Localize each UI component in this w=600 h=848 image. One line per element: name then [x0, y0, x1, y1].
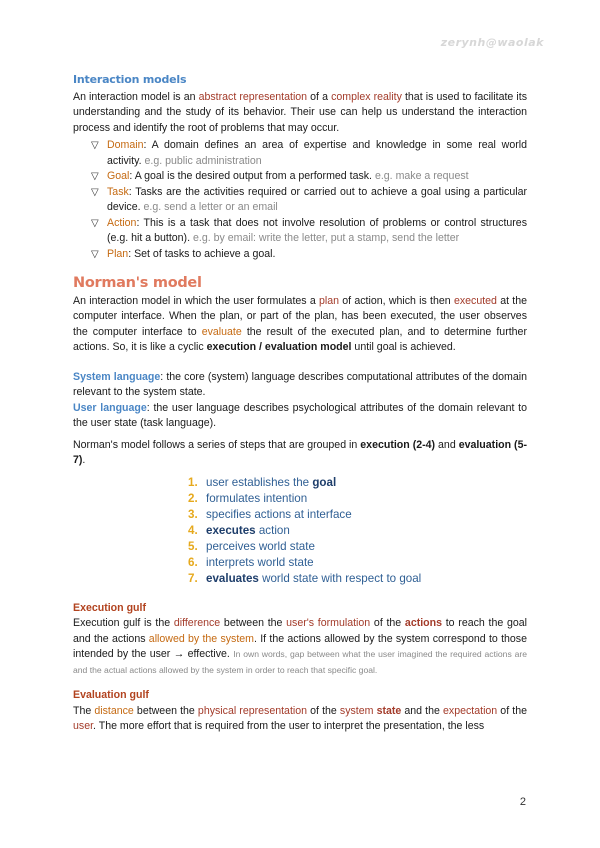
- triangle-bullet-icon: ▽: [91, 186, 99, 198]
- definition-item-action: ▽ Action: This is a task that does not involve resolution of problems or control structures (e.g. hit a button). e.g. by email: write the letter, put a stamp, send the letter: [91, 216, 527, 244]
- step-item: 1. user establishes the goal: [188, 475, 337, 489]
- definition-item-goal: ▽ Goal: A goal is the desired output from a performed task. e.g. make a request: [91, 169, 527, 185]
- interaction-models-intro: An interaction model is an abstract representation of a complex reality that is used to facilitate its understanding and the study of its behavior. Their use can help us understand the interaction process and identify the root of problems that may occur.: [73, 90, 527, 134]
- heading-execution-gulf: Execution gulf: [73, 601, 146, 614]
- execution-gulf-text: Execution gulf is the difference between the user's formulation of the actions to reach the goal and the actions allowed by the system. If the actions allowed by the system correspond to those intended by the user → effective. In own words, gap between what the user imagined the required actions are and the actual actions allowed by the system in order to reach that specific goal.: [73, 617, 527, 675]
- step-item: 7. evaluates world state with respect to goal: [188, 571, 422, 585]
- watermark: zerynh@waolak: [440, 36, 544, 49]
- norman-steps-intro: Norman's model follows a series of steps that are grouped in execution (2-4) and evaluation (5-7).: [73, 438, 527, 466]
- triangle-bullet-icon: ▽: [91, 217, 99, 229]
- definition-item-task: ▽ Task: Tasks are the activities required or carried out to achieve a goal using a particular device. e.g. send a letter or an email: [91, 185, 527, 213]
- system-language-definition: System language: the core (system) language describes computational attributes of the domain relevant to the system state.: [73, 370, 527, 398]
- heading-interaction-models: Interaction models: [73, 73, 187, 86]
- norman-steps-list: [73, 475, 527, 587]
- triangle-bullet-icon: ▽: [91, 171, 99, 182]
- triangle-bullet-icon: ▽: [91, 140, 99, 151]
- step-item: 5. perceives world state: [188, 539, 315, 553]
- normans-model-intro: An interaction model in which the user formulates a plan of action, which is then executed at the computer interface. When the plan, or part of the plan, has been executed, the user observes the computer interface to evaluate the result of the executed plan, and to determine further actions. So, it is like a cyclic execution / evaluation model until goal is achieved.: [73, 294, 528, 353]
- triangle-bullet-icon: ▽: [91, 248, 99, 260]
- definition-item-domain: ▽ Domain: A domain defines an area of expertise and knowledge in some real world activity. e.g. public administration: [91, 139, 527, 167]
- definition-item-plan: ▽ Plan: Set of tasks to achieve a goal.: [91, 247, 527, 263]
- user-language-definition: User language: the user language describes psychological attributes of the domain relevant to the user state (task language).: [73, 401, 527, 429]
- step-item: 6. interprets world state: [188, 555, 314, 569]
- page-number: 2: [519, 796, 526, 808]
- step-item: 2. formulates intention: [188, 491, 308, 505]
- definition-list: [73, 138, 527, 262]
- heading-normans-model: Norman's model: [73, 275, 202, 291]
- step-item: 4. executes action: [188, 523, 290, 537]
- step-item: 3. specifies actions at interface: [188, 507, 352, 521]
- page-content: [73, 72, 527, 735]
- heading-evaluation-gulf: Evaluation gulf: [73, 689, 149, 701]
- evaluation-gulf-text: The distance between the physical representation of the system state and the expectation of the user. The more effort that is required from the user to interpret the presentation, the less: [73, 704, 527, 732]
